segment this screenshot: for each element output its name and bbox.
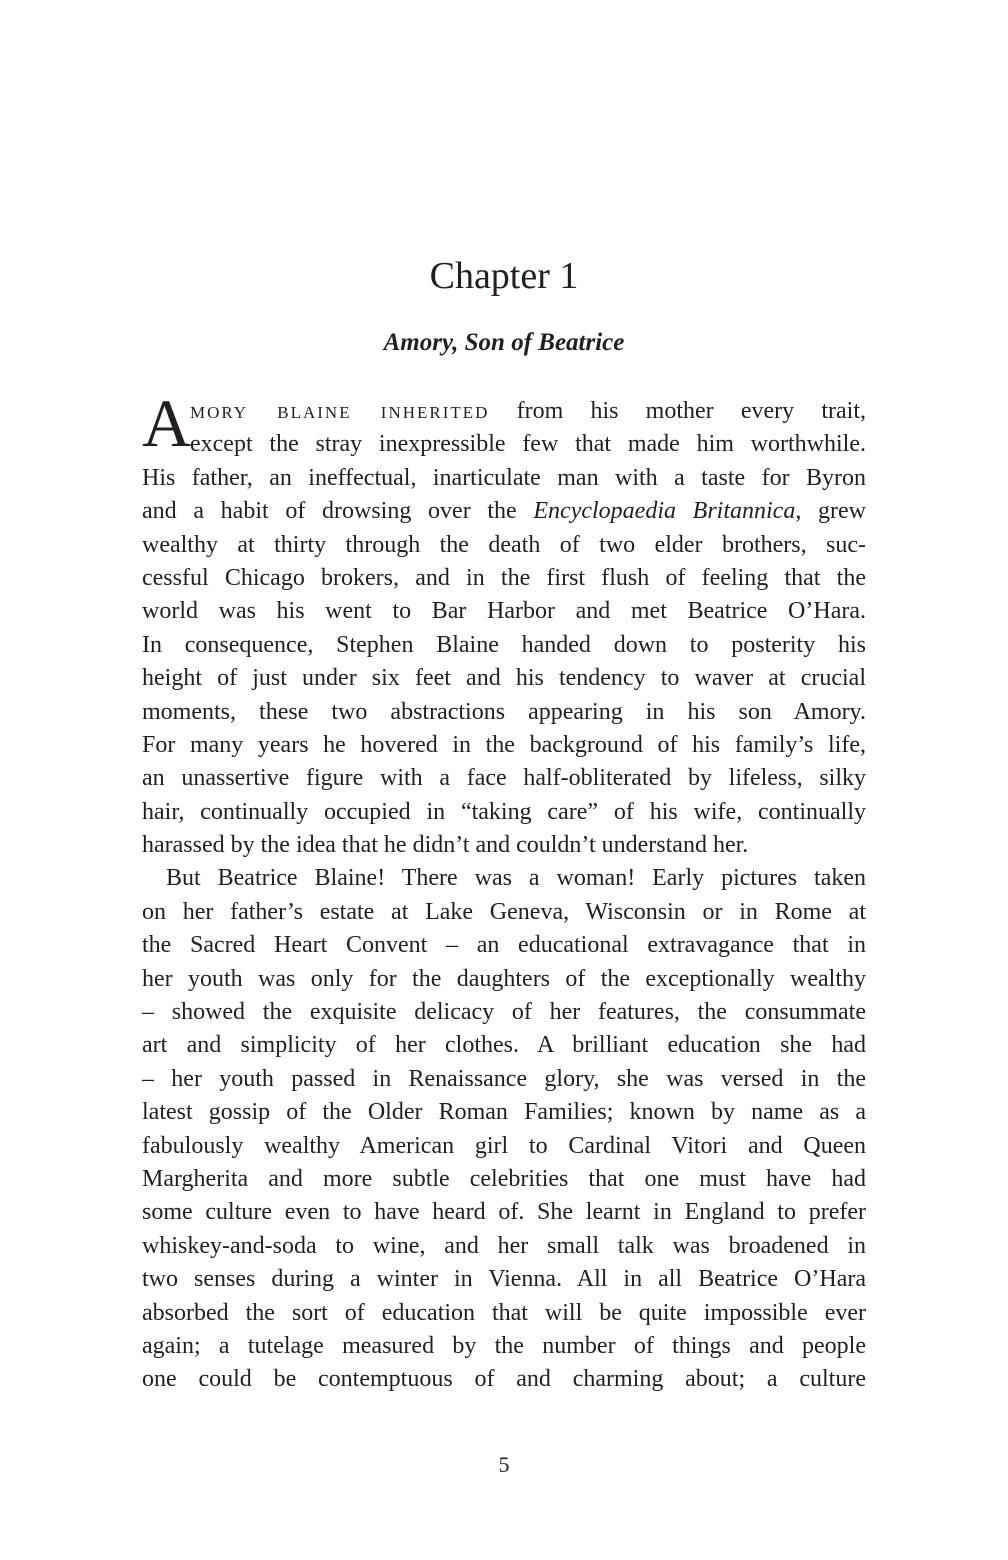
body-line: But Beatrice Blaine! There was a woman! Early pictures taken <box>166 865 866 892</box>
drop-cap: A <box>142 385 192 461</box>
body-line: hair, continually occupied in “taking care” of his wife, continually <box>142 798 866 825</box>
body-line: art and simplicity of her clothes. A brilliant education she had <box>142 1032 866 1059</box>
body-line: Margherita and more subtle celebrities that one must have had <box>142 1165 866 1192</box>
line-text: , grew <box>795 498 866 525</box>
body-line: absorbed the sort of education that will be quite impossible ever <box>142 1299 866 1326</box>
body-line: two senses during a winter in Vienna. All in all Beatrice O’Hara <box>142 1266 866 1293</box>
body-line: – her youth passed in Renaissance glory, she was versed in the <box>142 1065 866 1092</box>
body-line: His father, an ineffectual, inarticulate man with a taste for Byron <box>142 464 866 491</box>
body-line: an unassertive figure with a face half-obliterated by lifeless, silky <box>142 765 866 792</box>
body-line: latest gossip of the Older Roman Families; known by name as a <box>142 1099 866 1126</box>
body-line: one could be contemptuous of and charming about; a culture <box>142 1366 866 1393</box>
body-line: again; a tutelage measured by the number of things and people <box>142 1332 866 1359</box>
body-line <box>142 495 866 528</box>
body-line: some culture even to have heard of. She learnt in England to prefer <box>142 1199 866 1226</box>
body-line: fabulously wealthy American girl to Cardinal Vitori and Queen <box>142 1132 866 1159</box>
italic-title: Encyclopaedia Britannica <box>533 498 796 525</box>
body-line: harassed by the idea that he didn’t and couldn’t understand her. <box>142 832 749 859</box>
body-line: except the stray inexpressible few that made him worthwhile. <box>190 431 866 458</box>
body-line: wealthy at thirty through the death of two elder brothers, suc- <box>142 531 866 558</box>
page-number: 5 <box>498 1452 510 1477</box>
chapter-title: Chapter 1 <box>429 255 579 297</box>
opening-smallcaps: mory blaine inherited <box>190 398 490 424</box>
opening-text: from his mother every trait, <box>489 398 866 424</box>
body-line: – showed the exquisite delicacy of her features, the consummate <box>142 999 866 1026</box>
line-text: and a habit of drowsing over the <box>142 498 534 525</box>
body-line: the Sacred Heart Convent – an educational extravagance that in <box>142 932 866 959</box>
body-line: cessful Chicago brokers, and in the first flush of feeling that the <box>142 564 866 591</box>
body-line: world was his went to Bar Harbor and met Beatrice O’Hara. <box>142 598 866 625</box>
chapter-body <box>142 385 866 1397</box>
body-line: her youth was only for the daughters of the exceptionally wealthy <box>142 965 866 992</box>
body-line: In consequence, Stephen Blaine handed down to posterity his <box>142 631 866 658</box>
body-line: For many years he hovered in the background of his family’s life, <box>142 731 866 758</box>
body-line: whiskey-and-soda to wine, and her small talk was broadened in <box>142 1232 866 1259</box>
body-line: moments, these two abstractions appearing in his son Amory. <box>142 698 866 725</box>
body-line: height of just under six feet and his tendency to waver at crucial <box>142 665 866 692</box>
body-line: on her father’s estate at Lake Geneva, Wisconsin or in Rome at <box>142 898 866 925</box>
chapter-subtitle: Amory, Son of Beatrice <box>383 329 625 356</box>
